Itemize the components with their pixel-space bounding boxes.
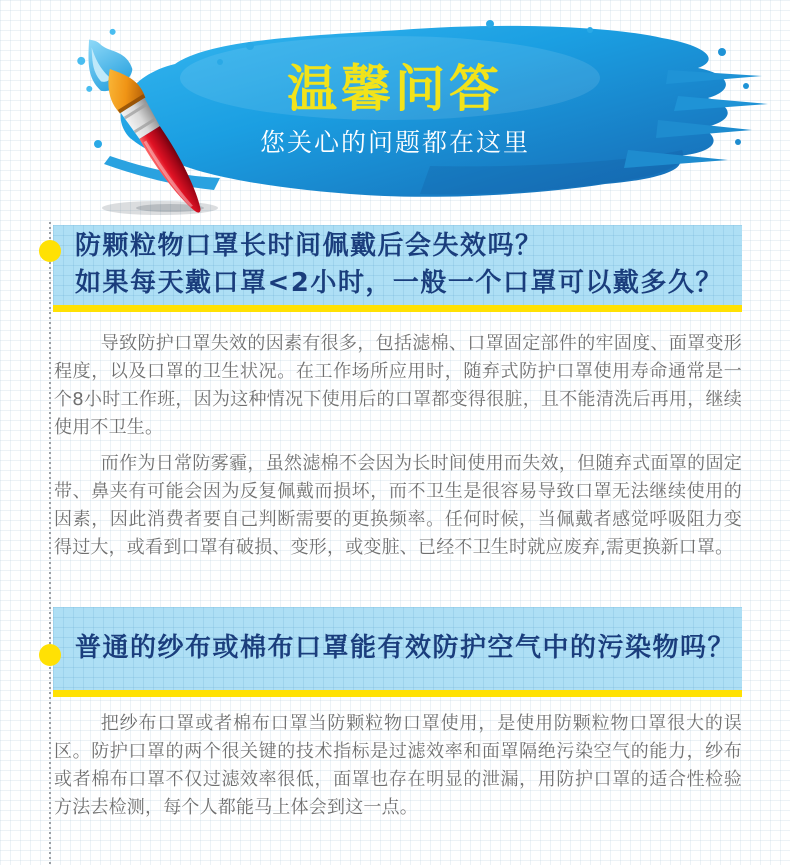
- answer-paragraph: 把纱布口罩或者棉布口罩当防颗粒物口罩使用，是使用防颗粒物口罩很大的误区。防护口罩的两个很关键的技术指标是过滤效率和面罩隔绝污染空气的能力，纱布或者棉布口罩不仅过滤效率很低，面罩也存在明显的泄漏，用防护口罩的适合性检验方法去检测，每个人都能马上体会到这一点。: [54, 713, 742, 818]
- question-bullet-dot: [39, 644, 61, 666]
- answer-paragraph: 导致防护口罩失效的因素有很多，包括滤棉、口罩固定部件的牢固度、面罩变形程度，以及口罩的卫生状况。在工作场所应用时，随弃式防护口罩使用寿命通常是一个8小时工作班，因为这种情况下使用后的口罩都变得很脏，且不能清洗后再用，继续使用不卫生。: [54, 333, 742, 438]
- question-bullet-dot: [39, 240, 61, 262]
- answer-section-1: [54, 330, 742, 570]
- paintbrush-icon: [52, 18, 247, 223]
- question-text-line: 如果每天戴口罩<2小时，一般一个口罩可以戴多久？: [75, 268, 723, 298]
- question-text-line: 普通的纱布或棉布口罩能有效防护空气中的污染物吗？: [75, 633, 736, 663]
- question-banner-1: [53, 225, 742, 312]
- page-title: 温馨问答: [287, 60, 503, 118]
- answer-paragraph: 而作为日常防雾霾，虽然滤棉不会因为长时间使用而失效，但随弃式面罩的固定带、鼻夹有可能会因为反复佩戴而损坏，而不卫生是很容易导致口罩无法继续使用的因素，因此消费者要自己判断需要的更换频率。任何时候，当佩戴者感觉呼吸阻力变得过大，或看到口罩有破损、变形，或变脏、已经不卫生时就应废弃,需更换新口罩。: [54, 453, 742, 558]
- answer-section-2: [54, 710, 742, 830]
- question-text-line: 防颗粒物口罩长时间佩戴后会失效吗？: [75, 231, 543, 261]
- question-banner-2: [53, 607, 742, 697]
- left-dotted-rule: [49, 222, 51, 865]
- page-subtitle: 您关心的问题都在这里: [259, 128, 530, 157]
